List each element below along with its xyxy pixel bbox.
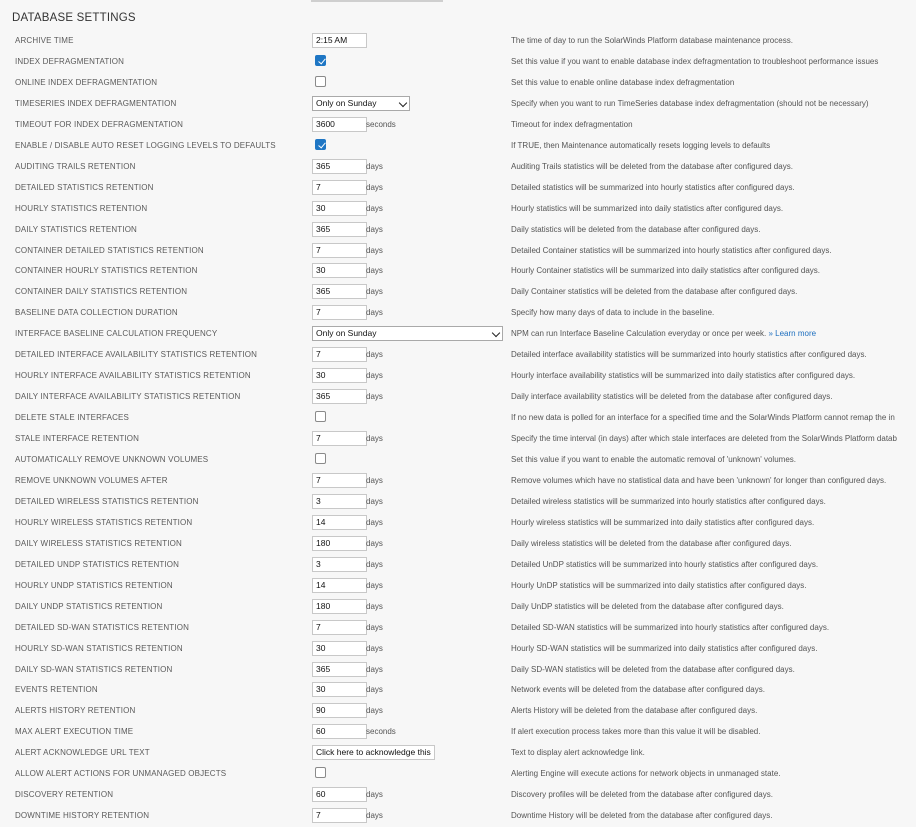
setting-row-archive-time	[0, 30, 916, 51]
detailed-sd-wan-statistics-retention-input[interactable]	[312, 620, 367, 635]
description-text: Set this value if you want to enable the automatic removal of 'unknown' volumes.	[511, 455, 796, 464]
description-text: If alert execution process takes more than this value it will be disabled.	[511, 727, 761, 737]
setting-row-alerts-history-retention	[0, 700, 916, 721]
setting-label: DETAILED UNDP STATISTICS RETENTION	[15, 559, 180, 569]
setting-label: CONTAINER DETAILED STATISTICS RETENTION	[15, 245, 204, 255]
max-alert-execution-time-input[interactable]	[312, 724, 367, 739]
setting-label: CONTAINER HOURLY STATISTICS RETENTION	[15, 266, 198, 276]
setting-label: TIMESERIES INDEX DEFRAGMENTATION	[15, 98, 177, 108]
description-text: Hourly SD-WAN statistics will be summarized into daily statistics after configured days.	[511, 643, 818, 653]
setting-label: DAILY WIRELESS STATISTICS RETENTION	[15, 538, 182, 548]
description-text: If no new data is polled for an interface for a specified time and the SolarWinds Platform cannot remap the in	[511, 413, 895, 423]
setting-row-delete-stale-interfaces	[0, 407, 916, 428]
setting-row-online-index-defragmentation	[0, 72, 916, 93]
timeseries-index-defragmentation-select[interactable]	[312, 96, 410, 111]
enable-disable-auto-reset-logging-levels-to-defaults-checkbox[interactable]	[315, 139, 326, 150]
description-text: Hourly UnDP statistics will be summarized into daily statistics after configured days.	[511, 580, 807, 590]
setting-label: ARCHIVE TIME	[15, 36, 74, 45]
setting-label: INTERFACE BASELINE CALCULATION FREQUENCY	[15, 329, 218, 339]
delete-stale-interfaces-checkbox[interactable]	[315, 411, 326, 422]
description-text: Discovery profiles will be deleted from the database after configured days.	[511, 790, 773, 800]
setting-row-baseline-data-collection-duration	[0, 302, 916, 323]
setting-label: DAILY SD-WAN STATISTICS RETENTION	[15, 664, 173, 674]
description-text: Detailed SD-WAN statistics will be summarized into hourly statistics after configured days.	[511, 622, 830, 632]
setting-row-interface-baseline-calculation-frequency	[0, 323, 916, 344]
events-retention-input[interactable]	[312, 682, 367, 697]
setting-label: BASELINE DATA COLLECTION DURATION	[15, 308, 178, 318]
setting-row-max-alert-execution-time	[0, 721, 916, 742]
description-text: If TRUE, then Maintenance automatically resets logging levels to defaults	[511, 140, 771, 150]
setting-description	[511, 392, 833, 401]
remove-unknown-volumes-after-input[interactable]	[312, 473, 367, 488]
description-text: Hourly wireless statistics will be summarized into daily statistics after configured days.	[511, 517, 815, 527]
setting-description	[511, 748, 645, 757]
container-detailed-statistics-retention-input[interactable]	[312, 243, 367, 258]
setting-label: DELETE STALE INTERFACES	[15, 413, 129, 423]
setting-description	[511, 497, 826, 506]
description-text: The time of day to run the SolarWinds Platform database maintenance process.	[511, 36, 793, 45]
unit-label: days	[366, 706, 383, 716]
setting-description	[511, 518, 814, 527]
allow-alert-actions-for-unmanaged-objects-checkbox[interactable]	[315, 767, 326, 778]
index-defragmentation-checkbox[interactable]	[315, 55, 326, 66]
description-text: Specify the time interval (in days) after which stale interfaces are deleted from the SolarWinds Platform datab	[511, 434, 897, 444]
baseline-data-collection-duration-input[interactable]	[312, 305, 367, 320]
setting-description	[511, 769, 780, 778]
description-text: NPM can run Interface Baseline Calculation everyday or once per week.	[511, 329, 767, 339]
setting-label: HOURLY UNDP STATISTICS RETENTION	[15, 580, 173, 590]
setting-description	[511, 623, 829, 632]
unit-label: days	[366, 517, 383, 527]
setting-row-container-hourly-statistics-retention	[0, 260, 916, 281]
hourly-interface-availability-statistics-retention-input[interactable]	[312, 368, 367, 383]
setting-description	[511, 308, 714, 317]
detailed-interface-availability-statistics-retention-input[interactable]	[312, 347, 367, 362]
setting-description	[511, 141, 770, 150]
unit-label: days	[366, 664, 383, 674]
setting-label: ALERTS HISTORY RETENTION	[15, 706, 136, 716]
description-text: Remove volumes which have no statistical data and have been 'unknown' for longer than configured days.	[511, 475, 887, 485]
setting-label: AUDITING TRAILS RETENTION	[15, 161, 136, 171]
setting-description	[511, 560, 818, 569]
setting-row-hourly-undp-statistics-retention	[0, 575, 916, 596]
description-text: Specify when you want to run TimeSeries database index defragmentation (should not be necessary)	[511, 98, 869, 108]
setting-label: HOURLY INTERFACE AVAILABILITY STATISTICS RETENTION	[15, 371, 251, 381]
setting-label: DAILY INTERFACE AVAILABILITY STATISTICS RETENTION	[15, 392, 241, 402]
unit-label: days	[366, 685, 383, 695]
unit-label: days	[366, 287, 383, 297]
setting-description	[511, 350, 867, 359]
checkmark-icon	[318, 140, 326, 148]
container-daily-statistics-retention-input[interactable]	[312, 284, 367, 299]
setting-label: CONTAINER DAILY STATISTICS RETENTION	[15, 287, 188, 297]
stale-interface-retention-input[interactable]	[312, 431, 367, 446]
unit-label: days	[366, 475, 383, 485]
description-text: Daily SD-WAN statistics will be deleted from the database after configured days.	[511, 664, 795, 674]
setting-description	[511, 99, 869, 108]
setting-description	[511, 434, 897, 443]
description-text: Daily statistics will be deleted from the database after configured days.	[511, 224, 761, 234]
chevron-down-icon	[492, 329, 500, 337]
setting-description	[511, 266, 820, 275]
setting-description	[511, 413, 895, 422]
setting-description	[511, 602, 784, 611]
setting-label: STALE INTERFACE RETENTION	[15, 434, 140, 444]
setting-row-detailed-wireless-statistics-retention	[0, 491, 916, 512]
section-title: DATABASE SETTINGS	[12, 12, 136, 24]
unit-label: days	[366, 350, 383, 360]
daily-wireless-statistics-retention-input[interactable]	[312, 536, 367, 551]
unit-label: days	[366, 371, 383, 381]
setting-description	[511, 162, 793, 171]
setting-description	[511, 706, 757, 715]
unit-label: seconds	[366, 727, 396, 737]
description-text: Specify how many days of data to include in the baseline.	[511, 308, 715, 318]
description-text: Daily interface availability statistics will be deleted from the database after configured days.	[511, 392, 833, 402]
description-text: Detailed Container statistics will be summarized into hourly statistics after configured days.	[511, 245, 832, 255]
automatically-remove-unknown-volumes-checkbox[interactable]	[315, 453, 326, 464]
setting-row-container-daily-statistics-retention	[0, 281, 916, 302]
description-text: Daily Container statistics will be deleted from the database after configured days.	[511, 287, 798, 297]
setting-row-daily-undp-statistics-retention	[0, 596, 916, 617]
setting-label: ALERT ACKNOWLEDGE URL TEXT	[15, 748, 150, 758]
unit-label: days	[366, 643, 383, 653]
select-value: Only on Sunday	[316, 97, 377, 108]
setting-label: DAILY STATISTICS RETENTION	[15, 224, 137, 234]
setting-label: AUTOMATICALLY REMOVE UNKNOWN VOLUMES	[15, 455, 209, 464]
unit-label: days	[366, 601, 383, 611]
setting-description	[511, 246, 832, 255]
setting-row-hourly-sd-wan-statistics-retention	[0, 638, 916, 659]
setting-row-timeseries-index-defragmentation	[0, 93, 916, 114]
setting-description	[511, 78, 734, 87]
setting-description	[511, 371, 855, 380]
unit-label: days	[366, 392, 383, 402]
description-text: Set this value if you want to enable database index defragmentation to troubleshoot performance issues	[511, 56, 879, 66]
setting-row-detailed-statistics-retention	[0, 177, 916, 198]
hourly-wireless-statistics-retention-input[interactable]	[312, 515, 367, 530]
setting-description	[511, 811, 772, 820]
daily-sd-wan-statistics-retention-input[interactable]	[312, 662, 367, 677]
description-text: Text to display alert acknowledge link.	[511, 748, 645, 758]
hourly-sd-wan-statistics-retention-input[interactable]	[312, 641, 367, 656]
archive-time-input[interactable]	[312, 33, 367, 48]
setting-label: DOWNTIME HISTORY RETENTION	[15, 811, 150, 821]
auditing-trails-retention-input[interactable]	[312, 159, 367, 174]
description-text: Hourly Container statistics will be summarized into daily statistics after configured days.	[511, 266, 821, 276]
setting-row-hourly-wireless-statistics-retention	[0, 512, 916, 533]
setting-row-events-retention	[0, 679, 916, 700]
description-text: Daily UnDP statistics will be deleted from the database after configured days.	[511, 601, 784, 611]
setting-description	[511, 329, 816, 338]
container-hourly-statistics-retention-input[interactable]	[312, 263, 367, 278]
discovery-retention-input[interactable]	[312, 787, 367, 802]
checkmark-icon	[318, 56, 326, 64]
unit-label: days	[366, 622, 383, 632]
setting-description	[511, 36, 793, 45]
setting-row-container-detailed-statistics-retention	[0, 240, 916, 261]
detailed-wireless-statistics-retention-input[interactable]	[312, 494, 367, 509]
hourly-undp-statistics-retention-input[interactable]	[312, 578, 367, 593]
description-text: Network events will be deleted from the database after configured days.	[511, 685, 765, 695]
downtime-history-retention-input[interactable]	[312, 808, 367, 823]
setting-row-hourly-interface-availability-statistics-retention	[0, 365, 916, 386]
setting-label: HOURLY STATISTICS RETENTION	[15, 203, 148, 213]
alerts-history-retention-input[interactable]	[312, 703, 367, 718]
setting-description	[511, 476, 886, 485]
description-text: Downtime History will be deleted from the database after configured days.	[511, 811, 773, 821]
setting-description	[511, 665, 795, 674]
daily-interface-availability-statistics-retention-input[interactable]	[312, 389, 367, 404]
unit-label: days	[366, 496, 383, 506]
alert-acknowledge-url-text-input[interactable]	[312, 745, 435, 760]
setting-row-auditing-trails-retention	[0, 156, 916, 177]
setting-description	[511, 727, 760, 736]
description-text: Set this value to enable online database index defragmentation	[511, 77, 735, 87]
setting-label: DETAILED INTERFACE AVAILABILITY STATISTICS RETENTION	[15, 350, 258, 360]
setting-label: DISCOVERY RETENTION	[15, 790, 114, 800]
setting-row-allow-alert-actions-for-unmanaged-objects	[0, 763, 916, 784]
setting-row-stale-interface-retention	[0, 428, 916, 449]
select-value: Only on Sunday	[316, 328, 377, 339]
setting-label: ONLINE INDEX DEFRAGMENTATION	[15, 77, 158, 87]
detailed-undp-statistics-retention-input[interactable]	[312, 557, 367, 572]
daily-statistics-retention-input[interactable]	[312, 222, 367, 237]
setting-row-alert-acknowledge-url-text	[0, 742, 916, 763]
interface-baseline-calculation-frequency-select[interactable]	[312, 326, 503, 341]
unit-label: days	[366, 161, 383, 171]
setting-row-daily-wireless-statistics-retention	[0, 533, 916, 554]
setting-row-hourly-statistics-retention	[0, 198, 916, 219]
description-text: Hourly interface availability statistics will be summarized into daily statistics after configured days.	[511, 371, 856, 381]
setting-description	[511, 685, 765, 694]
setting-label: MAX ALERT EXECUTION TIME	[15, 727, 134, 737]
setting-description	[511, 183, 795, 192]
setting-label: ALLOW ALERT ACTIONS FOR UNMANAGED OBJECTS	[15, 769, 227, 779]
unit-label: days	[366, 790, 383, 800]
description-text: Daily wireless statistics will be deleted from the database after configured days.	[511, 538, 792, 548]
timeout-for-index-defragmentation-input[interactable]	[312, 117, 367, 132]
unit-label: days	[366, 308, 383, 318]
learn-more-link[interactable]: » Learn more	[768, 329, 817, 339]
setting-description	[511, 790, 773, 799]
unit-label: days	[366, 538, 383, 548]
unit-label: days	[366, 245, 383, 255]
setting-description	[511, 120, 633, 129]
unit-label: days	[366, 266, 383, 276]
unit-label: days	[366, 559, 383, 569]
daily-undp-statistics-retention-input[interactable]	[312, 599, 367, 614]
chevron-down-icon	[399, 99, 407, 107]
detailed-statistics-retention-input[interactable]	[312, 180, 367, 195]
unit-label: days	[366, 434, 383, 444]
setting-label: DAILY UNDP STATISTICS RETENTION	[15, 601, 163, 611]
setting-label: DETAILED STATISTICS RETENTION	[15, 182, 154, 192]
setting-label: HOURLY SD-WAN STATISTICS RETENTION	[15, 643, 183, 653]
setting-row-daily-statistics-retention	[0, 219, 916, 240]
setting-row-automatically-remove-unknown-volumes	[0, 449, 916, 470]
description-text: Hourly statistics will be summarized into daily statistics after configured days.	[511, 203, 784, 213]
unit-label: days	[366, 182, 383, 192]
setting-description	[511, 455, 796, 464]
description-text: Detailed interface availability statistics will be summarized into hourly statistics after configured days.	[511, 350, 867, 360]
setting-row-index-defragmentation	[0, 51, 916, 72]
setting-description	[511, 539, 792, 548]
setting-label: TIMEOUT FOR INDEX DEFRAGMENTATION	[15, 119, 184, 129]
setting-row-enable-disable-auto-reset-logging-levels-to-defaults	[0, 135, 916, 156]
setting-description	[511, 581, 807, 590]
setting-row-detailed-interface-availability-statistics-retention	[0, 344, 916, 365]
unit-label: days	[366, 580, 383, 590]
setting-row-downtime-history-retention	[0, 805, 916, 826]
setting-row-remove-unknown-volumes-after	[0, 470, 916, 491]
setting-label: DETAILED SD-WAN STATISTICS RETENTION	[15, 622, 190, 632]
hourly-statistics-retention-input[interactable]	[312, 201, 367, 216]
setting-description	[511, 225, 760, 234]
description-text: Detailed statistics will be summarized into hourly statistics after configured days.	[511, 182, 795, 192]
setting-label: INDEX DEFRAGMENTATION	[15, 56, 125, 66]
unit-label: seconds	[366, 119, 396, 129]
description-text: Alerts History will be deleted from the database after configured days.	[511, 706, 758, 716]
unit-label: days	[366, 203, 383, 213]
online-index-defragmentation-checkbox[interactable]	[315, 76, 326, 87]
setting-row-detailed-sd-wan-statistics-retention	[0, 617, 916, 638]
setting-description	[511, 644, 817, 653]
setting-row-daily-interface-availability-statistics-retention	[0, 386, 916, 407]
setting-row-detailed-undp-statistics-retention	[0, 554, 916, 575]
description-text: Detailed wireless statistics will be summarized into hourly statistics after configured days.	[511, 496, 826, 506]
description-text: Timeout for index defragmentation	[511, 119, 633, 129]
setting-label: DETAILED WIRELESS STATISTICS RETENTION	[15, 496, 199, 506]
description-text: Auditing Trails statistics will be deleted from the database after configured days.	[511, 161, 793, 171]
setting-description	[511, 57, 878, 66]
setting-label: ENABLE / DISABLE AUTO RESET LOGGING LEVELS TO DEFAULTS	[15, 140, 276, 150]
setting-row-discovery-retention	[0, 784, 916, 805]
description-text: Alerting Engine will execute actions for network objects in unmanaged state.	[511, 769, 781, 779]
description-text: Detailed UnDP statistics will be summarized into hourly statistics after configured days.	[511, 559, 819, 569]
setting-description	[511, 287, 797, 296]
setting-label: REMOVE UNKNOWN VOLUMES AFTER	[15, 475, 168, 485]
unit-label: days	[366, 224, 383, 234]
setting-label: HOURLY WIRELESS STATISTICS RETENTION	[15, 517, 193, 527]
setting-label: EVENTS RETENTION	[15, 685, 98, 695]
unit-label: days	[366, 811, 383, 821]
setting-row-daily-sd-wan-statistics-retention	[0, 659, 916, 680]
setting-description	[511, 204, 783, 213]
setting-row-timeout-for-index-defragmentation	[0, 114, 916, 135]
